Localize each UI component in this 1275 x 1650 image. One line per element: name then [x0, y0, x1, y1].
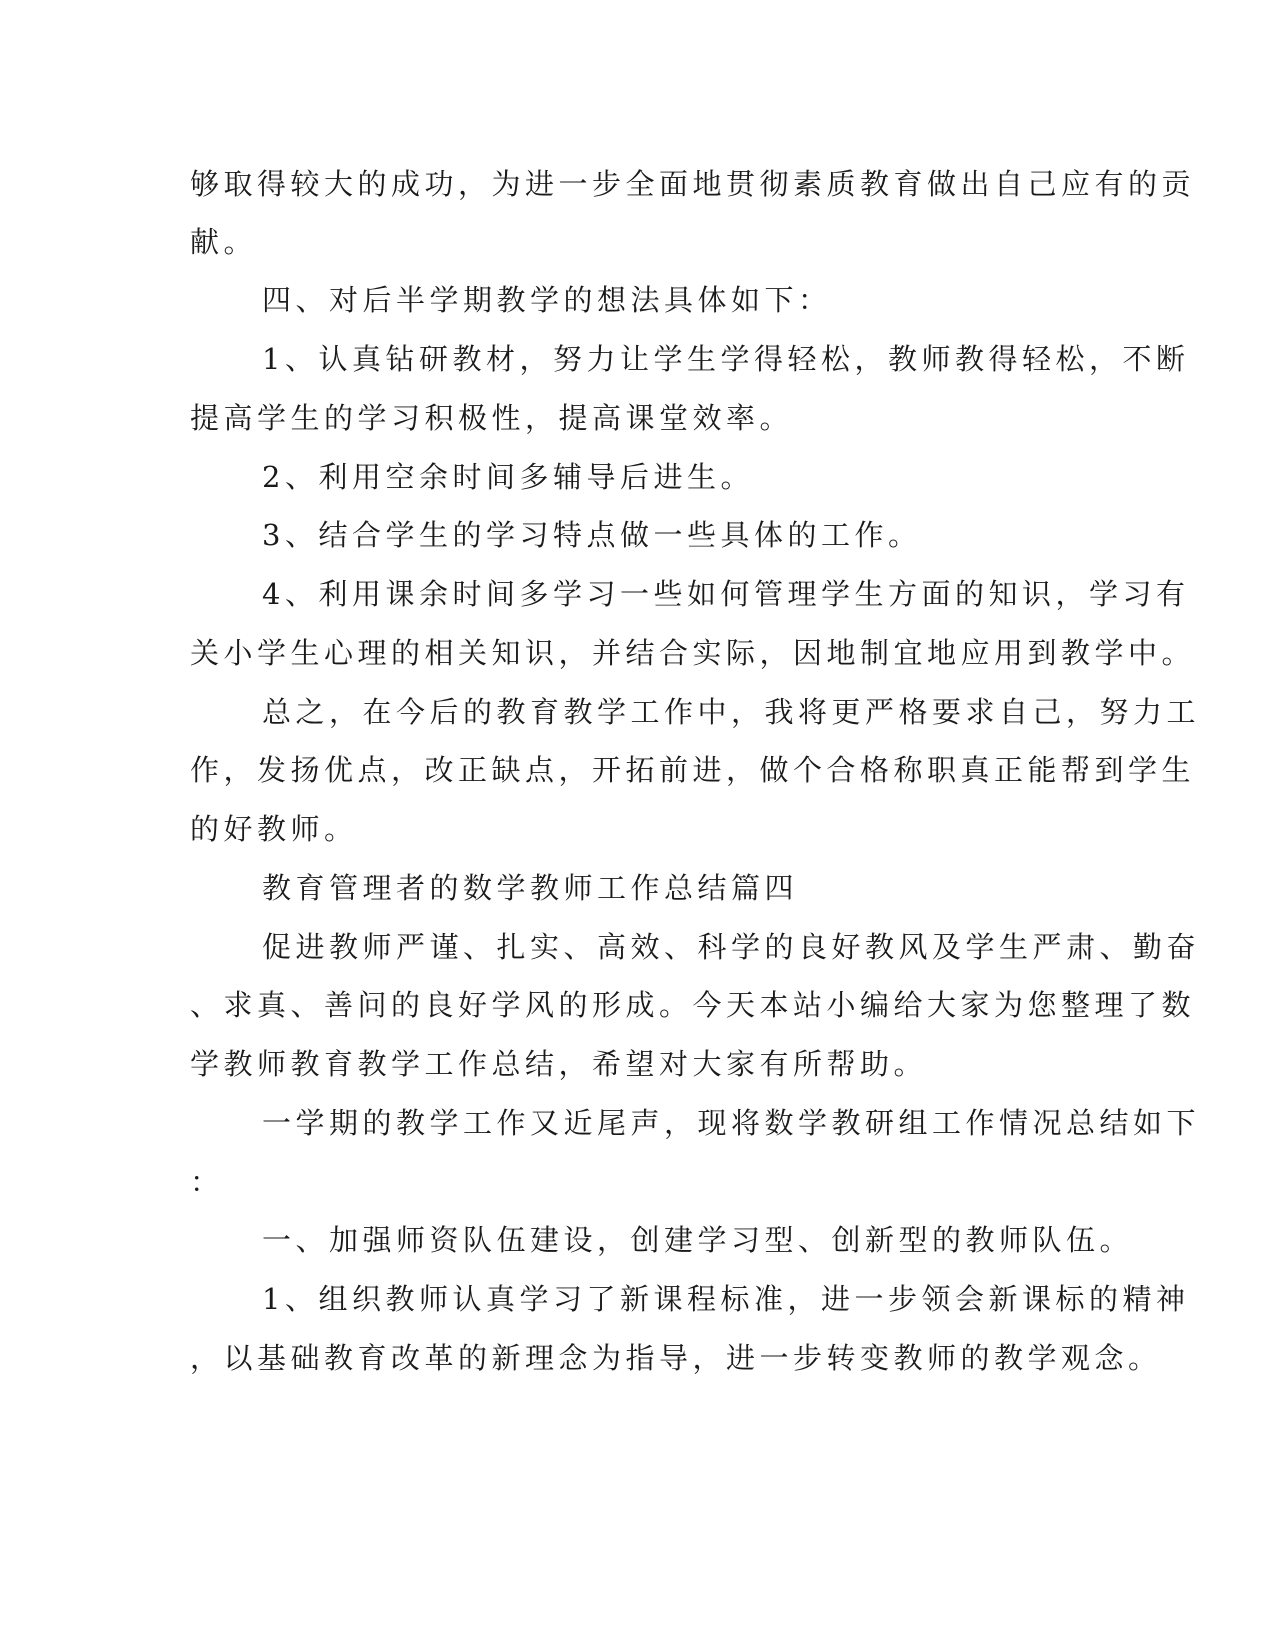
text-line: 4、利用课余时间多学习一些如何管理学生方面的知识，学习有 — [262, 577, 1190, 611]
text-line: 总之，在今后的教育教学工作中，我将更严格要求自己，努力工 — [262, 695, 1201, 729]
text-line: 提高学生的学习积极性，提高课堂效率。 — [190, 401, 794, 435]
text-line: 够取得较大的成功，为进一步全面地贯彻素质教育做出自己应有的贡 — [190, 167, 1196, 201]
text-line: 3、结合学生的学习特点做一些具体的工作。 — [262, 518, 922, 552]
text-line: 一学期的教学工作又近尾声，现将数学教研组工作情况总结如下 — [262, 1106, 1201, 1140]
text-line: 关小学生心理的相关知识，并结合实际，因地制宜地应用到教学中。 — [190, 636, 1196, 670]
text-line: 1、组织教师认真学习了新课程标准，进一步领会新课标的精神 — [262, 1282, 1190, 1316]
text-line: ，以基础教育改革的新理念为指导，进一步转变教师的教学观念。 — [190, 1341, 1162, 1375]
text-line: 促进教师严谨、扎实、高效、科学的良好教风及学生严肃、勤奋 — [262, 930, 1201, 964]
text-line: 1、认真钻研教材，努力让学生学得轻松，教师教得轻松，不断 — [262, 342, 1190, 376]
text-line: 献。 — [190, 225, 258, 259]
text-line: 学教师教育教学工作总结，希望对大家有所帮助。 — [190, 1047, 928, 1081]
text-line: 、求真、善问的良好学风的形成。今天本站小编给大家为您整理了数 — [190, 988, 1196, 1022]
section-heading: 四、对后半学期教学的想法具体如下： — [262, 283, 832, 317]
text-line: 的好教师。 — [190, 812, 358, 846]
text-line: 2、利用空余时间多辅导后进生。 — [262, 460, 754, 494]
section-heading: 一、加强师资队伍建设，创建学习型、创新型的教师队伍。 — [262, 1223, 1134, 1257]
text-line: ： — [190, 1165, 224, 1199]
article-title: 教育管理者的数学教师工作总结篇四 — [262, 871, 799, 905]
text-line: 作，发扬优点，改正缺点，开拓前进，做个合格称职真正能帮到学生 — [190, 753, 1196, 787]
